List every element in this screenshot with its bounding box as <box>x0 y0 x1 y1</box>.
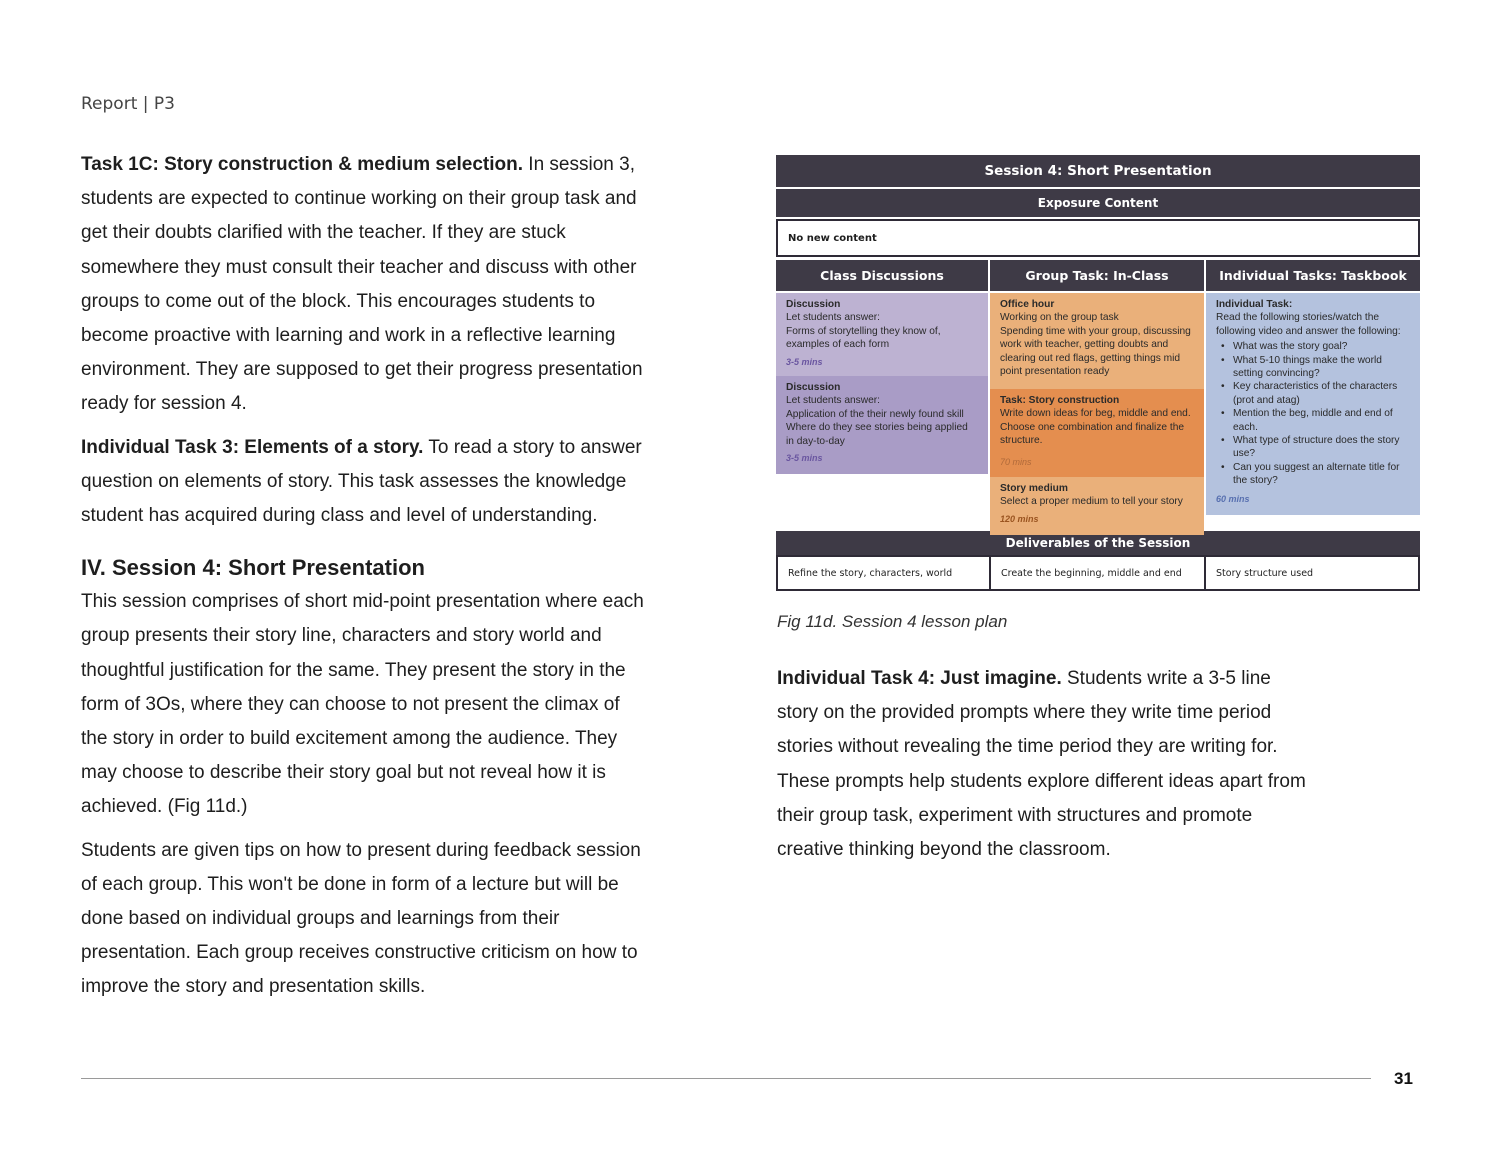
paragraph-body: In session 3, students are expected to continue working on their group task and get their doubts clarified with the teacher. If they are stuck somewhere they must consult their teacher and discuss with other groups to come out of the block. This encourages students to become proactive with learning and work in a reflective learning environment. They are supposed to get their progress presentation ready for session 4. <box>81 154 643 415</box>
paragraph-tips: Students are given tips on how to present during feedback session of each group. This won't be done in form of a lecture but will be done based on individual groups and learnings from their presentation. Each group receives constructive criticism on how to improve the story and presentation skills. <box>81 839 641 998</box>
deliverable-cell: Create the beginning, middle and end <box>991 557 1206 589</box>
paragraph-body: Students write a 3-5 line story on the provided prompts where they write time period stories without revealing the time period they are writing for. These prompts help students explore different ideas apart from their group task, experiment with structures and promote creative thinking beyond the classroom. <box>777 668 1306 861</box>
group-task-cell <box>990 293 1204 389</box>
cell-line: Spending time with your group, discussing work with teacher, getting doubts and clearing out red flags, getting things mid point presentation ready <box>1000 325 1191 378</box>
page-number: 31 <box>1394 1069 1413 1088</box>
paragraph-lead: Individual Task 4: Just imagine. <box>777 668 1062 689</box>
paragraph-individual-task-3 <box>81 431 651 534</box>
figure-title: Session 4: Short Presentation <box>776 155 1420 187</box>
paragraph-individual-task-4 <box>777 662 1317 867</box>
running-head: Report | P3 <box>81 94 175 114</box>
cell-line: Read the following stories/watch the following video and answer the following: <box>1216 312 1401 337</box>
paragraph-session-4: This session comprises of short mid-point presentation where each group presents their story line, characters and story world and thoughtful justification for the same. They present the story in the form of 3Os, where they can choose to not present the climax of the story in order to build excitement among the audience. They may choose to describe their story goal but not reveal how it is achieved. (Fig 11d.) <box>81 591 644 818</box>
discussion-cell <box>776 293 988 376</box>
cell-line: Write down ideas for beg, middle and end. Choose one combination and finalize the structure. <box>1000 408 1191 447</box>
cell-time: 120 mins <box>1000 513 1039 524</box>
paragraph-lead: Individual Task 3: Elements of a story. <box>81 436 424 458</box>
deliverables-row <box>776 555 1420 591</box>
group-task-column <box>990 260 1204 535</box>
column-header: Individual Tasks: Taskbook <box>1206 260 1420 291</box>
list-item: • Can you suggest an alternate title for the story? <box>1216 461 1410 488</box>
figure-caption: Fig 11d. Session 4 lesson plan <box>777 612 1008 631</box>
individual-task-cell <box>1206 293 1420 515</box>
paragraph-body: To read a story to answer question on elements of story. This task assesses the knowledge student has acquired during class and level of understanding. <box>81 436 642 527</box>
cell-title: Office hour <box>1000 299 1055 310</box>
cell-title: Discussion <box>786 382 841 393</box>
exposure-content-header: Exposure Content <box>776 189 1420 217</box>
cell-title: Individual Task: <box>1216 299 1293 310</box>
list-item: • What was the story goal? <box>1216 340 1410 353</box>
cell-time: 3-5 mins <box>786 356 823 367</box>
cell-line: Select a proper medium to tell your story <box>1000 496 1183 508</box>
exposure-content-cell: No new content <box>776 219 1420 257</box>
cell-line: Application of the their newly found skill Where do they see stories being applied in day-to-day <box>786 408 968 447</box>
list-item: • Key characteristics of the characters (prot and atag) <box>1216 380 1410 407</box>
question-list <box>1216 340 1410 487</box>
cell-line: Forms of storytelling they know of, examples of each form <box>786 325 941 351</box>
figure-columns <box>776 260 1420 535</box>
deliverable-cell: Story structure used <box>1216 567 1314 579</box>
paragraph-lead: Task 1C: Story construction & medium selection. <box>81 154 524 175</box>
left-column <box>81 148 651 1005</box>
cell-line: Let students answer: <box>786 312 881 324</box>
lesson-plan-figure <box>776 155 1420 591</box>
cell-title: Task: Story construction <box>1000 395 1120 406</box>
list-item: • Mention the beg, middle and end of each. <box>1216 407 1410 434</box>
deliverable-cell: Refine the story, characters, world <box>778 557 991 589</box>
cell-time: 3-5 mins <box>786 453 823 464</box>
cell-title: Story medium <box>1000 483 1068 494</box>
cell-line: Working on the group task <box>1000 312 1119 324</box>
class-discussions-column <box>776 260 988 535</box>
individual-tasks-column <box>1206 260 1420 535</box>
cell-title: Discussion <box>786 299 841 310</box>
column-header: Group Task: In-Class <box>990 260 1204 291</box>
right-column <box>777 662 1317 867</box>
deliverables-header: Deliverables of the Session <box>776 531 1420 555</box>
paragraph-task-1c <box>81 148 651 422</box>
discussion-cell <box>776 376 988 474</box>
column-header: Class Discussions <box>776 260 988 291</box>
group-task-cell <box>990 389 1204 477</box>
section-heading: IV. Session 4: Short Presentation <box>81 555 425 581</box>
cell-time: 60 mins <box>1216 493 1250 504</box>
list-item: • What 5-10 things make the world setting convincing? <box>1216 354 1410 381</box>
list-item: • What type of structure does the story use? <box>1216 434 1410 461</box>
footer-divider <box>81 1078 1371 1079</box>
cell-time: 70 mins <box>1000 456 1032 467</box>
group-task-cell <box>990 477 1204 535</box>
cell-line: Let students answer: <box>786 395 881 407</box>
